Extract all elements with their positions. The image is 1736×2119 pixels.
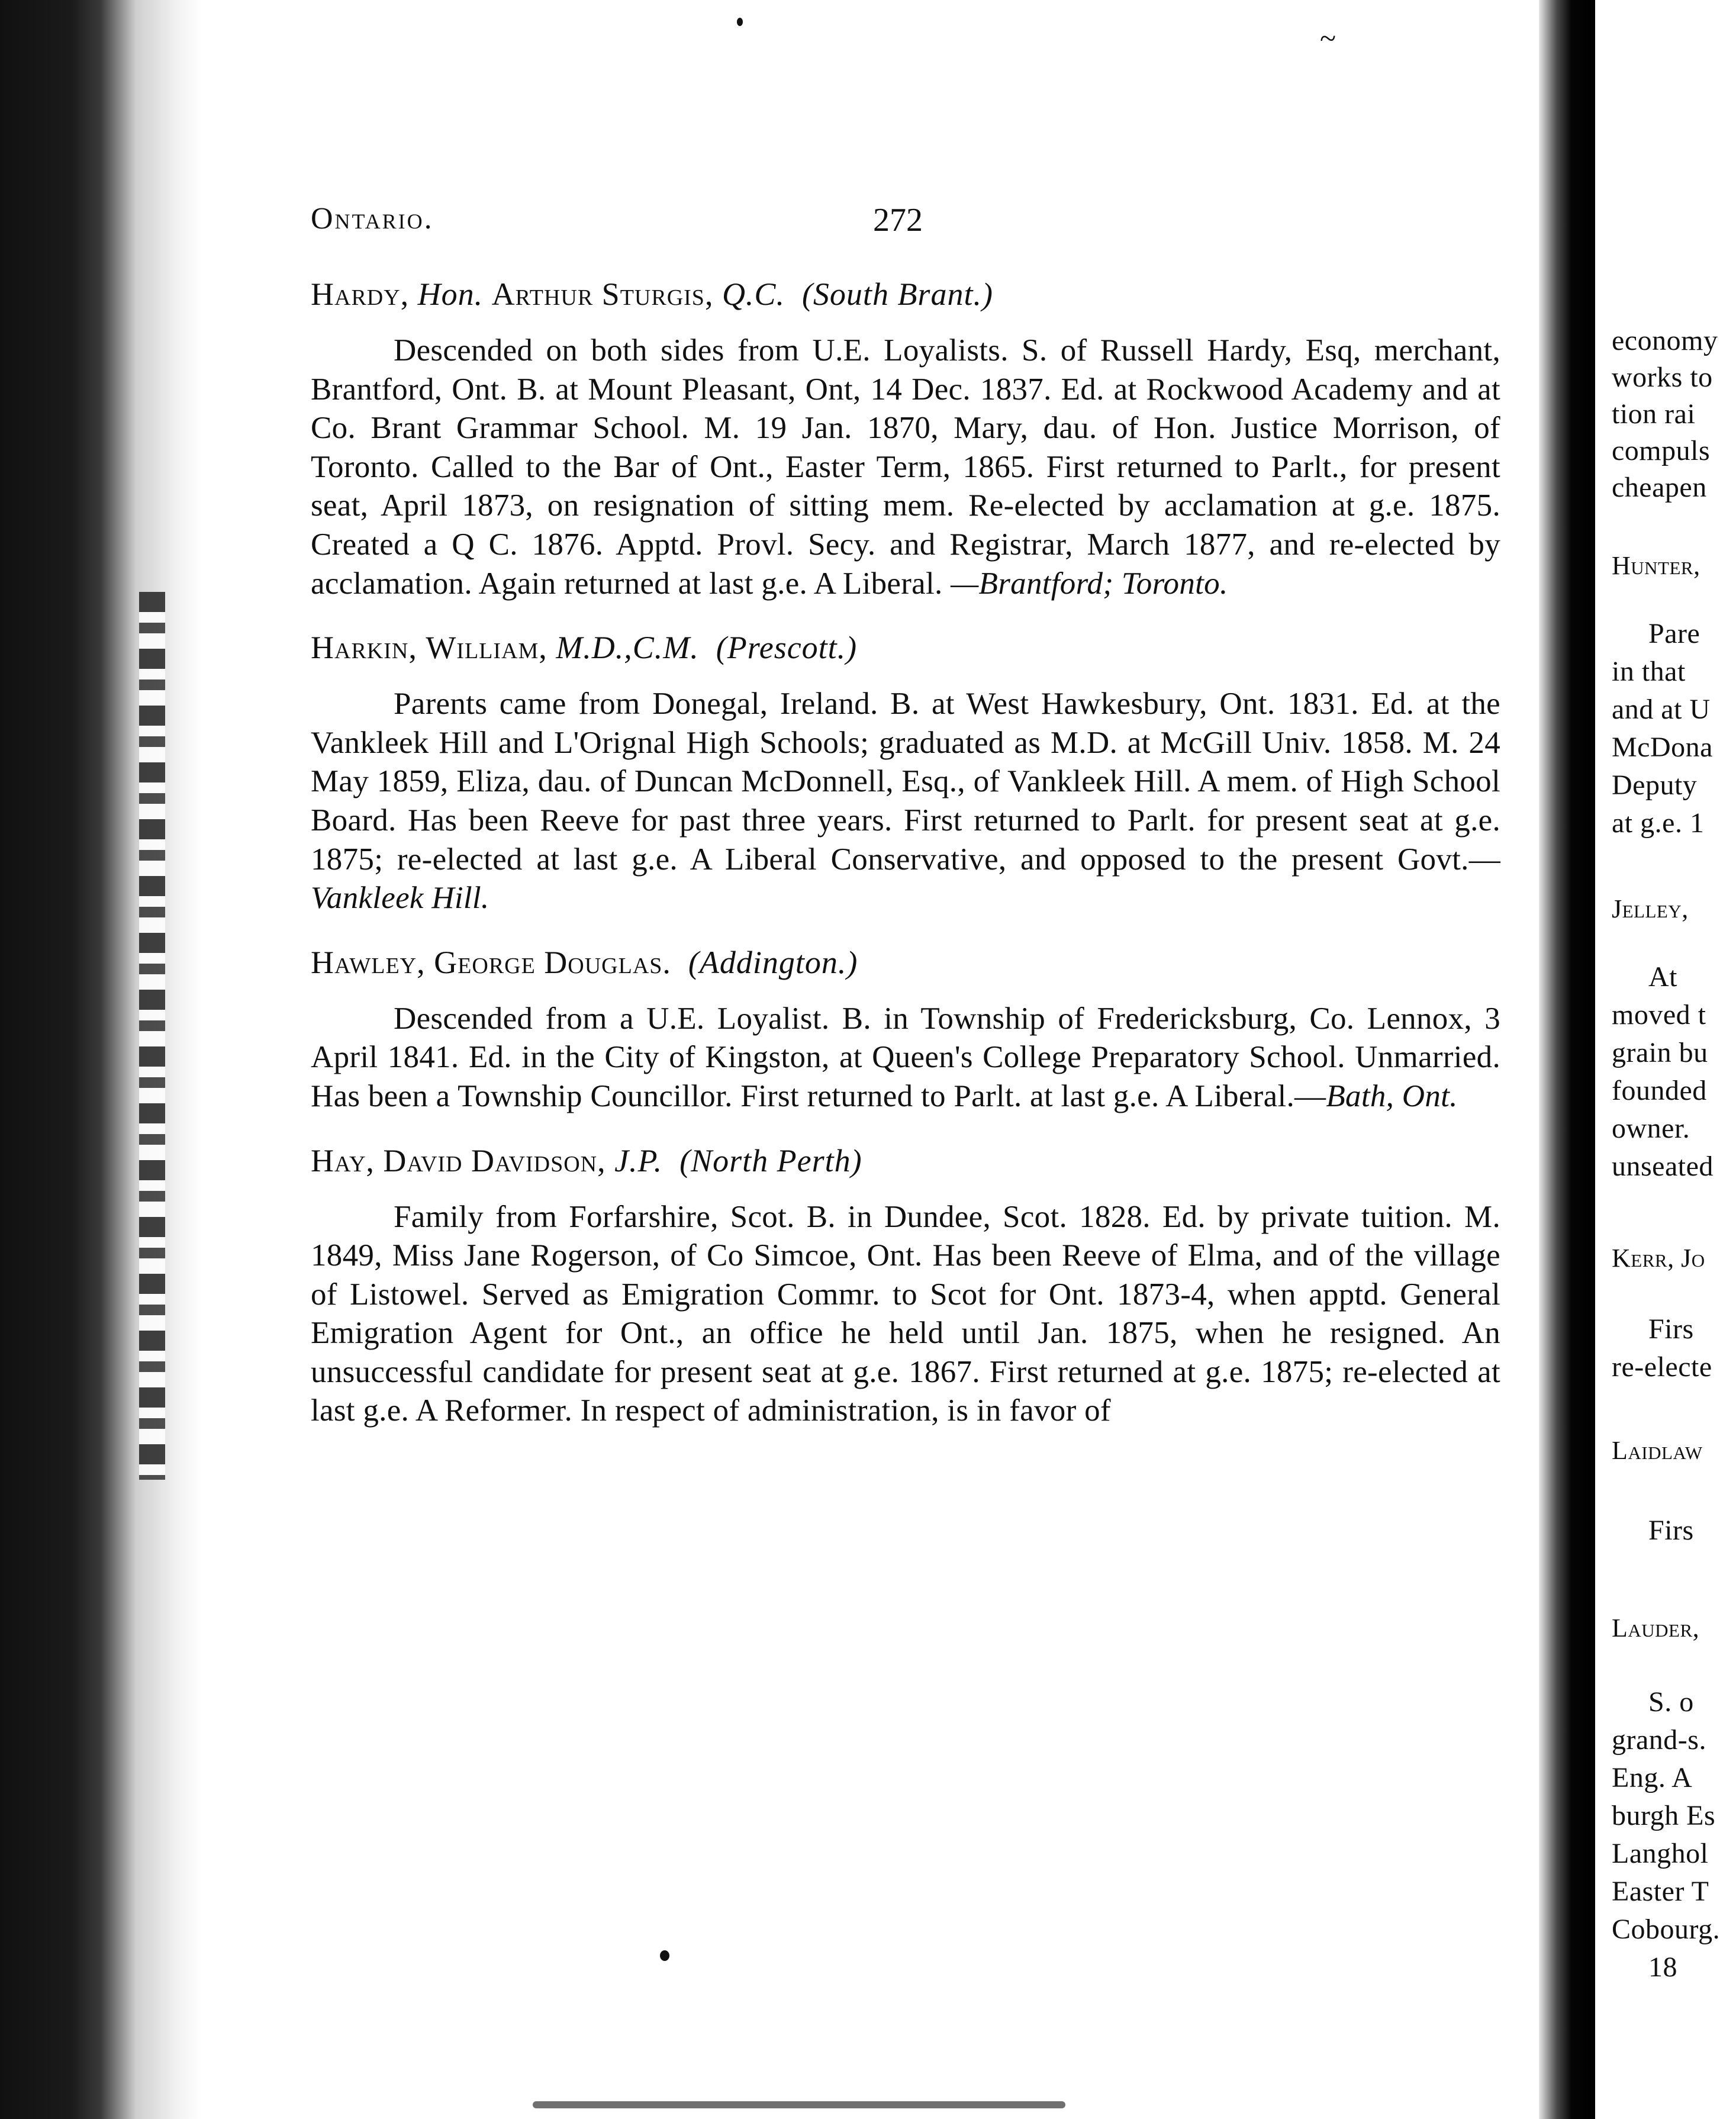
facing-text-line: McDona xyxy=(1612,732,1713,763)
book-gutter xyxy=(1539,0,1595,2119)
facing-text-line: Firs xyxy=(1648,1313,1694,1345)
facing-text-line: in that xyxy=(1612,656,1686,687)
facing-text-line: moved t xyxy=(1612,999,1706,1030)
entry-given-names: William, xyxy=(426,630,547,666)
facing-text-line: Eng. A xyxy=(1612,1762,1693,1793)
facing-text-line: and at U xyxy=(1612,694,1711,725)
entry-suffix: M.D.,C.M. xyxy=(556,630,699,666)
facing-text-line: founded xyxy=(1612,1075,1707,1106)
entry-constituency: (South Brant.) xyxy=(801,276,993,312)
facing-text-line: cheapen xyxy=(1612,472,1707,503)
scan-speck: ~ xyxy=(1320,21,1336,54)
entry-title: Hon. xyxy=(417,276,484,312)
facing-entry-heading: Laidlaw xyxy=(1612,1436,1703,1465)
facing-text-line: S. o xyxy=(1648,1686,1694,1718)
facing-entry-heading: Hunter, xyxy=(1612,551,1700,580)
entry-surname: Hawley, xyxy=(311,944,426,980)
entry-surname: Hardy, xyxy=(311,276,410,312)
entry-address: —Brantford; Toronto. xyxy=(951,566,1228,601)
facing-text-line: tion rai xyxy=(1612,398,1696,430)
section-title: Ontario. xyxy=(311,202,434,236)
entry-heading xyxy=(311,273,1500,315)
biography-entry xyxy=(311,942,1500,1116)
entry-bio-text: Descended from a U.E. Loyalist. B. in Township of Fredericksburg, Co. Lennox, 3 April 1841. Ed. in the City of Kingston, at Queen's College Preparatory School. Unmarried. Has been a Township Councillor. First returned to Parlt. at last g.e. A Liberal.— xyxy=(311,1001,1500,1113)
entry-suffix: J.P. xyxy=(614,1142,663,1178)
facing-text-line: Easter T xyxy=(1612,1876,1709,1907)
running-head xyxy=(311,201,1500,255)
scan-speck xyxy=(660,1950,669,1961)
facing-text-line: owner. xyxy=(1612,1113,1690,1144)
biography-entry xyxy=(311,1140,1500,1431)
facing-page-edge xyxy=(1595,0,1736,2119)
entry-constituency: (North Perth) xyxy=(679,1142,862,1178)
entry-heading xyxy=(311,627,1500,668)
entry-given-names: George Douglas. xyxy=(434,944,671,980)
facing-text-line: 18 xyxy=(1648,1951,1677,1983)
entry-bio-text: Family from Forfarshire, Scot. B. in Dundee, Scot. 1828. Ed. by private tuition. M. 1849, Miss Jane Rogerson, of Co Simcoe, Ont. Has been Reeve of Elma, and of the village of Listowel. Served as Emigration Commr. to Scot for Ont. 1873-4, when apptd. General Emigration Agent for Ont., an office he held until Jan. 1875, when he resigned. An unsuccessful candidate for present seat at g.e. 1867. First returned at g.e. 1875; re-elected at last g.e. A Reformer. In respect of administration, is in favor of xyxy=(311,1199,1500,1428)
entry-heading xyxy=(311,1140,1500,1181)
entry-address: Vankleek Hill. xyxy=(311,881,489,916)
entry-biography xyxy=(311,331,1500,603)
facing-entry-heading: Lauder, xyxy=(1612,1614,1700,1643)
entry-given-names: Arthur Sturgis, xyxy=(491,276,714,312)
entry-constituency: (Prescott.) xyxy=(716,630,858,666)
entry-biography xyxy=(311,1000,1500,1116)
facing-entry-heading: Jelley, xyxy=(1612,894,1689,923)
facing-text-line: Firs xyxy=(1648,1515,1694,1546)
entry-constituency: (Addington.) xyxy=(688,944,858,980)
biography-entry xyxy=(311,627,1500,918)
facing-text-line: burgh Es xyxy=(1612,1800,1716,1831)
facing-text-line: Langhol xyxy=(1612,1838,1709,1869)
facing-text-line: grand-s. xyxy=(1612,1724,1706,1756)
entry-bio-text: Parents came from Donegal, Ireland. B. at West Hawkesbury, Ont. 1831. Ed. at the Vankleek Hill and L'Orignal High Schools; graduated as M.D. at McGill Univ. 1858. M. 24 May 1859, Eliza, dau. of Duncan McDonnell, Esq., of Vankleek Hill. A mem. of High School Board. Has been Reeve for past three years. First returned to Parlt. for present seat at g.e. 1875; re-elected at last g.e. A Liberal Conservative, and opposed to the present Govt.— xyxy=(311,687,1500,877)
entry-suffix: Q.C. xyxy=(722,276,785,312)
biography-entry xyxy=(311,273,1500,603)
scan-bottom-bleed xyxy=(533,2101,1065,2108)
facing-text-line: at g.e. 1 xyxy=(1612,807,1705,839)
facing-text-line: works to xyxy=(1612,362,1713,393)
scan-edge-marks xyxy=(139,592,165,1480)
entry-given-names: David Davidson, xyxy=(383,1142,606,1178)
entry-bio-text: Descended on both sides from U.E. Loyalists. S. of Russell Hardy, Esq, merchant, Brantford, Ont. B. at Mount Pleasant, Ont, 14 Dec. 1837. Ed. at Rockwood Academy and at Co. Brant Grammar School. M. 19 Jan. 1870, Mary, dau. of Hon. Justice Morrison, of Toronto. Called to the Bar of Ont., Easter Term, 1865. First returned to Parlt., for present seat, April 1873, on resignation of sitting mem. Re-elected by acclamation at g.e. 1875. Created a Q C. 1876. Apptd. Provl. Secy. and Registrar, March 1877, and re-elected by acclamation. Again returned at last g.e. A Liberal. xyxy=(311,333,1500,601)
entry-surname: Hay, xyxy=(311,1142,375,1178)
facing-text-line: economy xyxy=(1612,325,1718,356)
book-page xyxy=(311,201,1500,1454)
facing-text-line: compuls xyxy=(1612,435,1711,466)
entry-address: Bath, Ont. xyxy=(1326,1078,1458,1113)
scan-speck xyxy=(737,18,743,26)
entry-heading xyxy=(311,942,1500,983)
entry-biography xyxy=(311,685,1500,918)
facing-text-line: At xyxy=(1648,961,1677,993)
scan-left-margin xyxy=(0,0,201,2119)
facing-entry-heading: Kerr, Jo xyxy=(1612,1244,1705,1273)
facing-text-line: Cobourg. xyxy=(1612,1914,1721,1945)
entry-biography xyxy=(311,1198,1500,1431)
entry-surname: Harkin, xyxy=(311,630,417,666)
facing-text-line: unseated xyxy=(1612,1151,1714,1182)
facing-text-line: Deputy xyxy=(1612,769,1698,801)
facing-text-line: re-electe xyxy=(1612,1351,1712,1383)
facing-text-line: Pare xyxy=(1648,618,1700,649)
page-number: 272 xyxy=(873,202,923,239)
facing-text-line: grain bu xyxy=(1612,1037,1708,1068)
